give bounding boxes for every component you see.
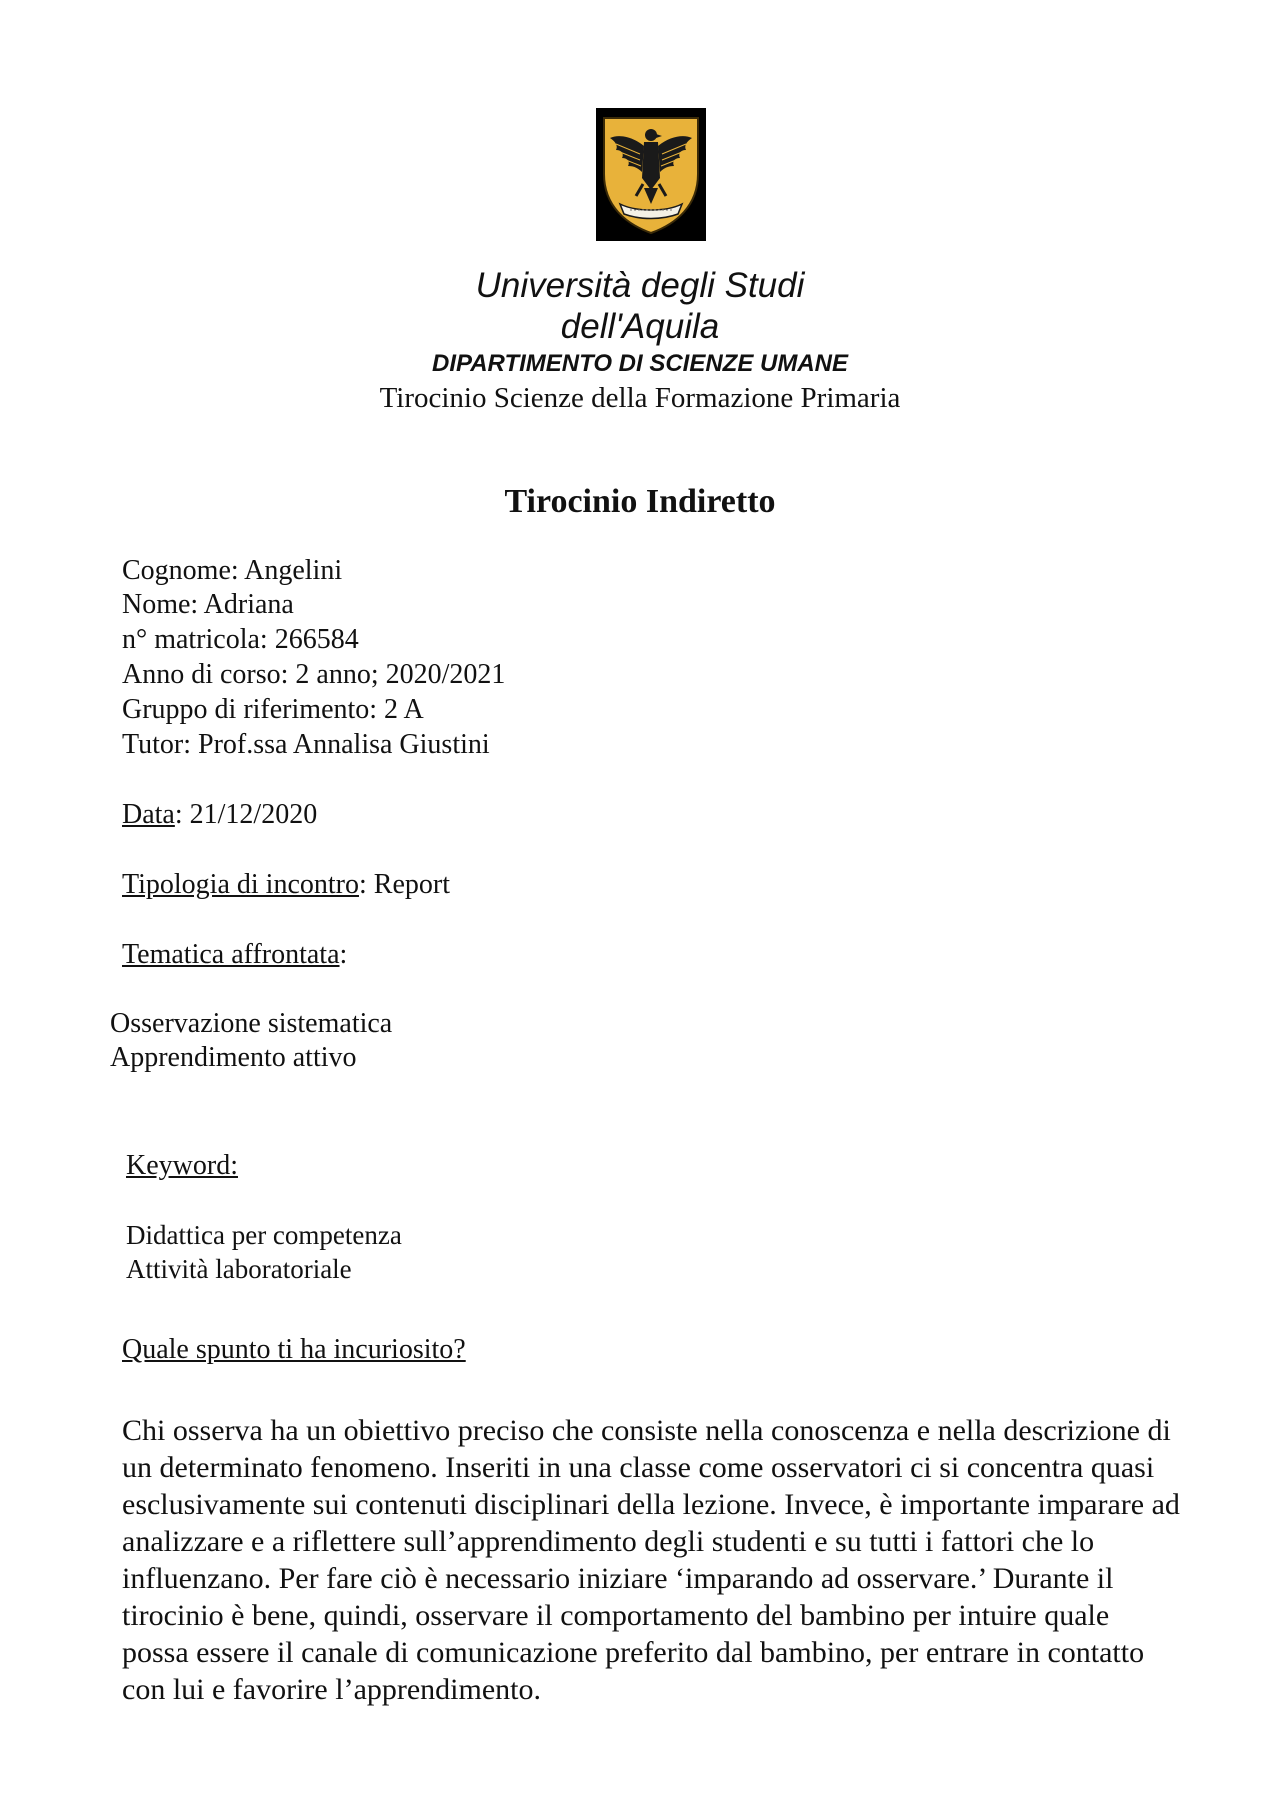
university-name-line1: Università degli Studi bbox=[475, 266, 805, 305]
document-title: Tirocinio Indiretto bbox=[504, 483, 776, 520]
student-cognome: Cognome: Angelini bbox=[122, 555, 343, 586]
answer-paragraph: Chi osserva ha un obiettivo preciso che consiste nella conoscenza e nella descrizione di un determinato fenomeno. Inseriti in una classe come osservatori ci si concentra quasi esclusivamente sui contenuti disciplinari della lezione. Invece, è importante imparare ad analizzare e a riflettere sull’apprendimento degli studenti e su tutti i fattori che lo influenzano. Per fare ciò è necessario iniziare ‘imparando ad osservare.’ Durante il tirocinio è bene, quindi, osservare il comportamento del bambino per intuire quale possa essere il canale di comunicazione preferito dal bambino, per entrare in contatto con lui e favorire l’apprendimento. bbox=[122, 1414, 1180, 1706]
student-tutor: Tutor: Prof.ssa Annalisa Giustini bbox=[122, 729, 490, 760]
question-heading: Quale spunto ti ha incuriosito? bbox=[122, 1334, 466, 1365]
course-name: Tirocinio Scienze della Formazione Primaria bbox=[379, 382, 901, 414]
theme-suffix: : bbox=[339, 939, 348, 970]
student-gruppo: Gruppo di riferimento: 2 A bbox=[122, 694, 424, 725]
keyword-label: Keyword: bbox=[126, 1150, 238, 1181]
list-item: Didattica per competenza bbox=[126, 1220, 402, 1250]
university-crest-icon bbox=[596, 108, 706, 241]
keyword-list bbox=[126, 1218, 402, 1286]
meeting-type-value: : Report bbox=[358, 869, 450, 900]
date-label: Data bbox=[122, 799, 175, 830]
student-anno-corso: Anno di corso: 2 anno; 2020/2021 bbox=[122, 659, 506, 690]
university-name-line2: dell'Aquila bbox=[560, 307, 720, 346]
list-item: Osservazione sistematica bbox=[110, 1008, 393, 1039]
student-nome: Nome: Adriana bbox=[122, 589, 294, 620]
meeting-type-label: Tipologia di incontro bbox=[122, 869, 359, 900]
theme-list bbox=[110, 1007, 392, 1075]
theme-label: Tematica affrontata bbox=[122, 939, 340, 970]
department-name: DIPARTIMENTO DI SCIENZE UMANE bbox=[431, 350, 849, 377]
date-field bbox=[122, 797, 317, 832]
list-item: Apprendimento attivo bbox=[110, 1042, 357, 1073]
meeting-type-field bbox=[122, 867, 450, 902]
student-matricola: n° matricola: 266584 bbox=[122, 624, 359, 655]
date-value: : 21/12/2020 bbox=[174, 799, 318, 830]
theme-field bbox=[122, 937, 347, 972]
list-item: Attività laboratoriale bbox=[126, 1254, 352, 1284]
